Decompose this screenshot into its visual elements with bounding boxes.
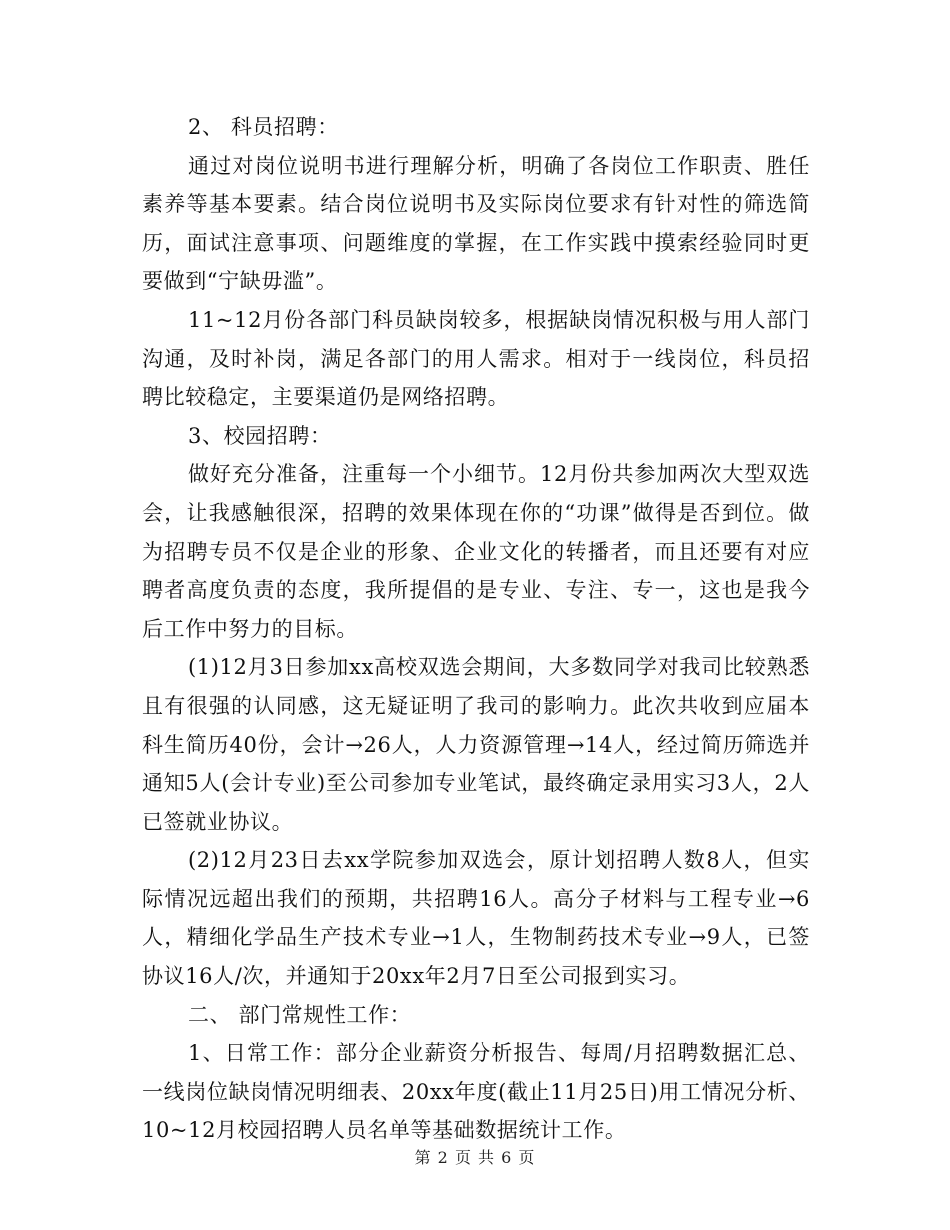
paragraph-job-description-analysis: 通过对岗位说明书进行理解分析，明确了各岗位工作职责、胜任素养等基本要素。结合岗位说明书及实际岗位要求有针对性的筛选简历，面试注意事项、问题维度的掌握，在工作实践中摸索经验同时更要做到“宁缺毋滥”。	[142, 153, 810, 294]
section-heading-staff-recruitment: 2、 科员招聘：	[188, 115, 339, 139]
section-heading-campus-recruitment: 3、校园招聘：	[188, 423, 332, 448]
paragraph-daily-work: 1、日常工作：部分企业薪资分析报告、每周/月招聘数据汇总、一线岗位缺岗情况明细表、20xx年度(截止11月25日)用工情况分析、10~12月校园招聘人员名单等基础数据统计工作。	[142, 1041, 810, 1143]
paragraph-campus-preparation: 做好充分准备，注重每一个小细节。12月份共参加两次大型双选会，让我感触很深，招聘的效果体现在你的“功课”做得是否到位。做为招聘专员不仅是企业的形象、企业文化的转播者，而且还要有对应聘者高度负责的态度，我所提倡的是专业、专注、专一，这也是我今后工作中努力的目标。	[142, 462, 810, 641]
section-heading-routine-work: 二、 部门常规性工作：	[188, 1002, 412, 1027]
paragraph-job-fair-dec-3: (1)12月3日参加xx高校双选会期间，大多数同学对我司比较熟悉且有很强的认同感，这无疑证明了我司的影响力。此次共收到应届本科生简历40份，会计→26人，人力资源管理→14人，经过简历筛选并通知5人(会计专业)至公司参加专业笔试，最终确定录用实习3人，2人已签就业协议。	[142, 655, 810, 834]
document-body	[142, 108, 810, 1150]
paragraph-job-fair-dec-23: (2)12月23日去xx学院参加双选会，原计划招聘人数8人，但实际情况远超出我们的预期，共招聘16人。高分子材料与工程专业→6人，精细化学品生产技术专业→1人，生物制药技术专业→9人，已签协议16人/次，并通知于20xx年2月7日至公司报到实习。	[142, 848, 810, 989]
paragraph-staff-vacancies: 11~12月份各部门科员缺岗较多，根据缺岗情况积极与用人部门沟通，及时补岗，满足各部门的用人需求。相对于一线岗位，科员招聘比较稳定，主要渠道仍是网络招聘。	[142, 307, 810, 410]
page-footer: 第 2 页 共 6 页	[414, 1148, 536, 1167]
